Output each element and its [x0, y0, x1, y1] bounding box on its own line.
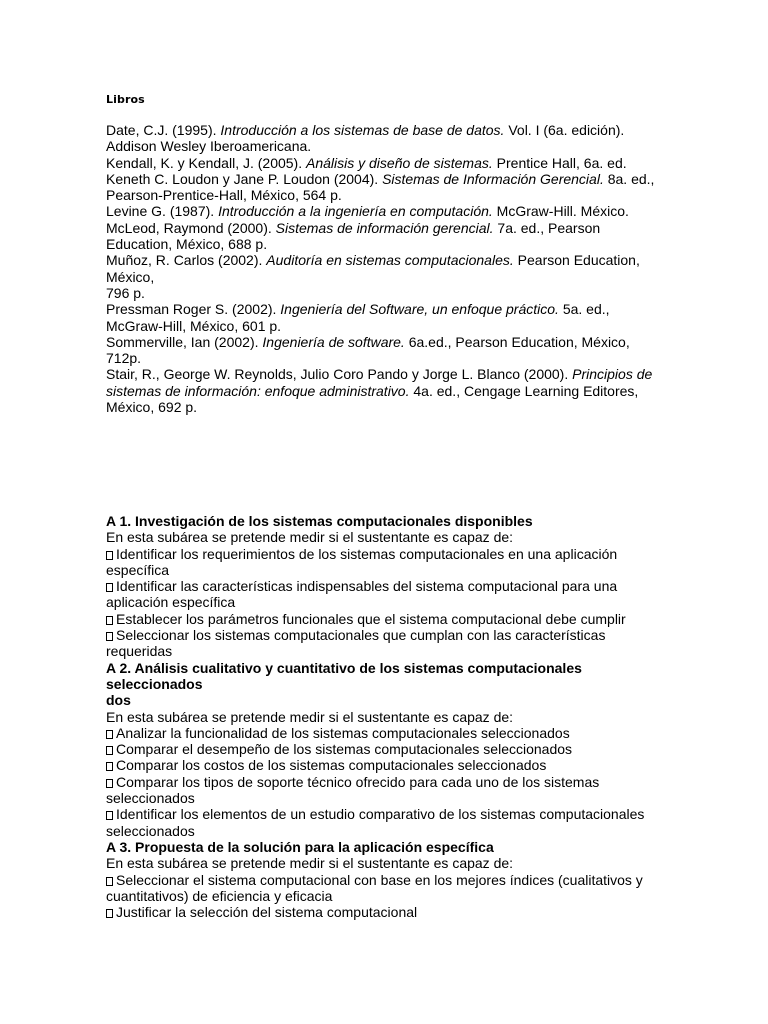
- bullet-item: Comparar el desempeño de los sistemas computacionales seleccionados: [106, 741, 666, 757]
- bullet-item: Justificar la selección del sistema computacional: [106, 904, 666, 920]
- section-title-a3: A 3. Propuesta de la solución para la aplicación específica: [106, 838, 494, 855]
- checkbox-bullet-icon: [106, 632, 113, 641]
- checkbox-bullet-icon: [106, 762, 113, 771]
- section-title-a2: A 2. Análisis cualitativo y cuantitativo de los sistemas computacionales seleccionados: [106, 659, 582, 692]
- checkbox-bullet-icon: [106, 583, 113, 592]
- section-title-a2-extra: dos: [106, 692, 131, 709]
- bullet-item: Identificar los requerimientos de los sistemas computacionales en una aplicación específica: [106, 545, 618, 578]
- reference-item: Kendall, K. y Kendall, J. (2005). Análisis y diseño de sistemas. Prentice Hall, 6a. ed.: [106, 154, 627, 171]
- section-title-a1: A 1. Investigación de los sistemas computacionales disponibles: [106, 513, 533, 529]
- checkbox-bullet-icon: [106, 909, 113, 918]
- checkbox-bullet-icon: [106, 551, 113, 560]
- bullet-item: Identificar los elementos de un estudio comparativo de los sistemas computacionales seleccionados: [106, 806, 645, 839]
- bullet-item: Seleccionar los sistemas computacionales que cumplan con las características requeridas: [106, 627, 606, 660]
- checkbox-bullet-icon: [106, 616, 113, 625]
- reference-item: Date, C.J. (1995). Introducción a los sistemas de base de datos. Vol. I (6a. edición). Addison Wesley Iberoamericana.: [106, 122, 625, 155]
- bullet-item: Comparar los costos de los sistemas computacionales seleccionados: [106, 757, 666, 773]
- reference-item: McLeod, Raymond (2000). Sistemas de información gerencial. 7a. ed., Pearson Education, México, 688 p.: [106, 219, 601, 253]
- reference-list: [106, 122, 666, 415]
- checkbox-bullet-icon: [106, 779, 113, 788]
- books-heading: Libros: [106, 93, 145, 106]
- checkbox-bullet-icon: [106, 730, 113, 739]
- reference-item: Stair, R., George W. Reynolds, Julio Coro Pando y Jorge L. Blanco (2000). Principios de sistemas de información: enfoque administrativo. 4a. ed., Cengage Learning Editores, México, 692 p.: [106, 366, 653, 416]
- section-intro: En esta subárea se pretende medir si el sustentante es capaz de:: [106, 708, 514, 725]
- section-intro: En esta subárea se pretende medir si el sustentante es capaz de:: [106, 529, 514, 546]
- reference-item: Sommerville, Ian (2002). Ingeniería de software. 6a.ed., Pearson Education, México, 712p.: [106, 333, 630, 367]
- subarea-sections: [106, 513, 666, 920]
- reference-item: Keneth C. Loudon y Jane P. Loudon (2004). Sistemas de Información Gerencial. 8a. ed., Pearson-Prentice-Hall, México, 564 p.: [106, 170, 655, 204]
- bullet-item: Identificar las características indispensables del sistema computacional para una aplicación específica: [106, 578, 618, 611]
- reference-item: Pressman Roger S. (2002). Ingeniería del Software, un enfoque práctico. 5a. ed., McGraw-Hill, México, 601 p.: [106, 301, 610, 334]
- bullet-item: Establecer los parámetros funcionales que el sistema computacional debe cumplir: [106, 611, 666, 627]
- section-intro: En esta subárea se pretende medir si el sustentante es capaz de:: [106, 855, 514, 872]
- bullet-item: Analizar la funcionalidad de los sistemas computacionales seleccionados: [106, 725, 666, 741]
- reference-item: Muñoz, R. Carlos (2002). Auditoría en sistemas computacionales. Pearson Education, México, 796 p.: [106, 252, 640, 301]
- bullet-item: Seleccionar el sistema computacional con base en los mejores índices (cualitativos y cuantitativos) de eficiencia y eficacia: [106, 871, 643, 904]
- reference-item: Levine G. (1987). Introducción a la ingeniería en computación. McGraw-Hill. México.: [106, 203, 629, 220]
- checkbox-bullet-icon: [106, 811, 113, 820]
- checkbox-bullet-icon: [106, 746, 113, 755]
- bullet-item: Comparar los tipos de soporte técnico ofrecido para cada uno de los sistemas seleccionados: [106, 773, 600, 807]
- checkbox-bullet-icon: [106, 877, 113, 886]
